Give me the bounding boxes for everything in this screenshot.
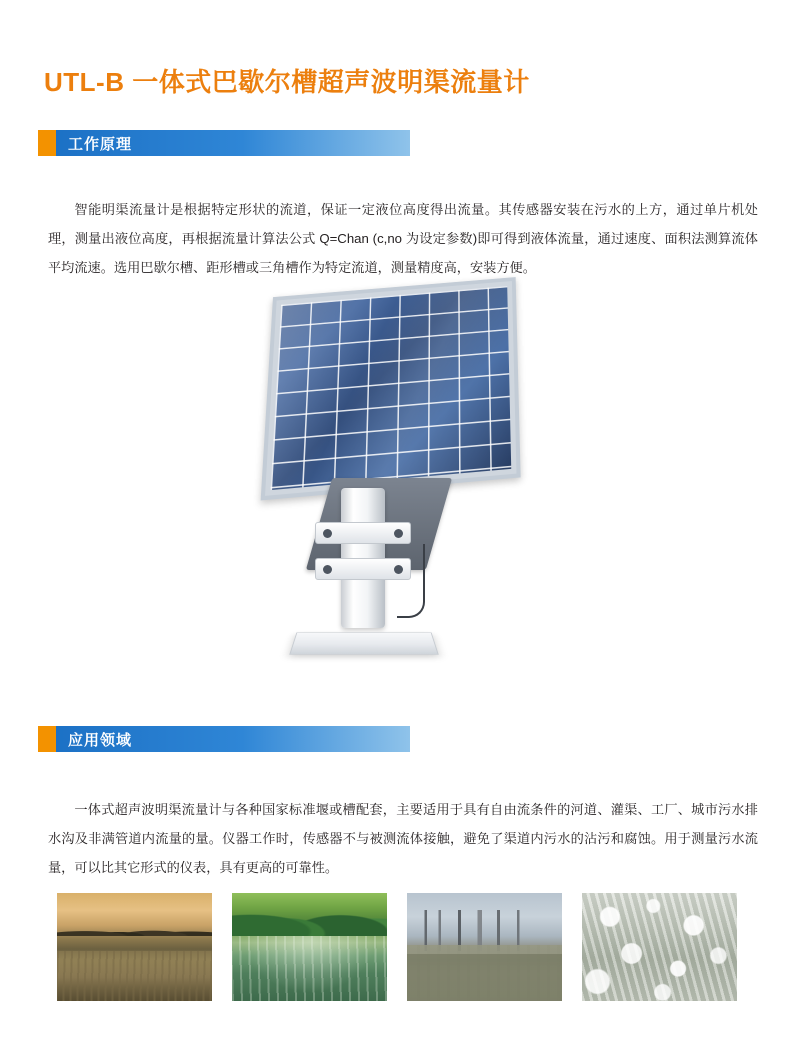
base-plate bbox=[289, 632, 439, 654]
pole-clamp-lower bbox=[315, 558, 411, 580]
section-heading-application bbox=[38, 726, 410, 752]
solar-panel bbox=[261, 277, 521, 500]
photo-green-river bbox=[232, 893, 387, 1001]
section-accent-tab bbox=[38, 726, 56, 752]
pole-clamp-upper bbox=[315, 522, 411, 544]
bolt-icon bbox=[394, 529, 403, 538]
section-accent-tab bbox=[38, 130, 56, 156]
solar-panel-cells bbox=[271, 286, 512, 490]
bolt-icon bbox=[323, 565, 332, 574]
section-heading-principle bbox=[38, 130, 410, 156]
photo-sunset-wetland bbox=[57, 893, 212, 1001]
application-photo-strip bbox=[57, 893, 747, 1001]
product-image bbox=[255, 282, 545, 672]
bolt-icon bbox=[394, 565, 403, 574]
section-body-principle: 智能明渠流量计是根据特定形状的流道，保证一定液位高度得出流量。其传感器安装在污水的上方，通过单片机处理，测量出液位高度，再根据流量计算法公式 Q=Chan (c,no 为设定参数)即可得到液体流量，通过速度、面积法测算流体平均流速。选用巴歇尔槽、距形槽或三角槽作为特定流道，测量精度高，安装方便。 bbox=[48, 202, 758, 276]
page-title: UTL-B 一体式巴歇尔槽超声波明渠流量计 bbox=[44, 67, 530, 97]
section-heading-label: 工作原理 bbox=[68, 135, 133, 153]
section-body-application: 一体式超声波明渠流量计与各种国家标准堰或槽配套，主要适用于具有自由流条件的河道、灌渠、工厂、城市污水排水沟及非满管道内流量的量。仪器工作时，传感器不与被测流体接触，避免了渠道内污水的沾污和腐蚀。用于测量污水流量，可以比其它形式的仪表，具有更高的可靠性。 bbox=[48, 802, 758, 876]
cable bbox=[397, 544, 425, 618]
photo-industrial-plant bbox=[407, 893, 562, 1001]
bolt-icon bbox=[323, 529, 332, 538]
photo-foamy-wastewater bbox=[582, 893, 737, 1001]
section-heading-label: 应用领域 bbox=[68, 731, 133, 749]
